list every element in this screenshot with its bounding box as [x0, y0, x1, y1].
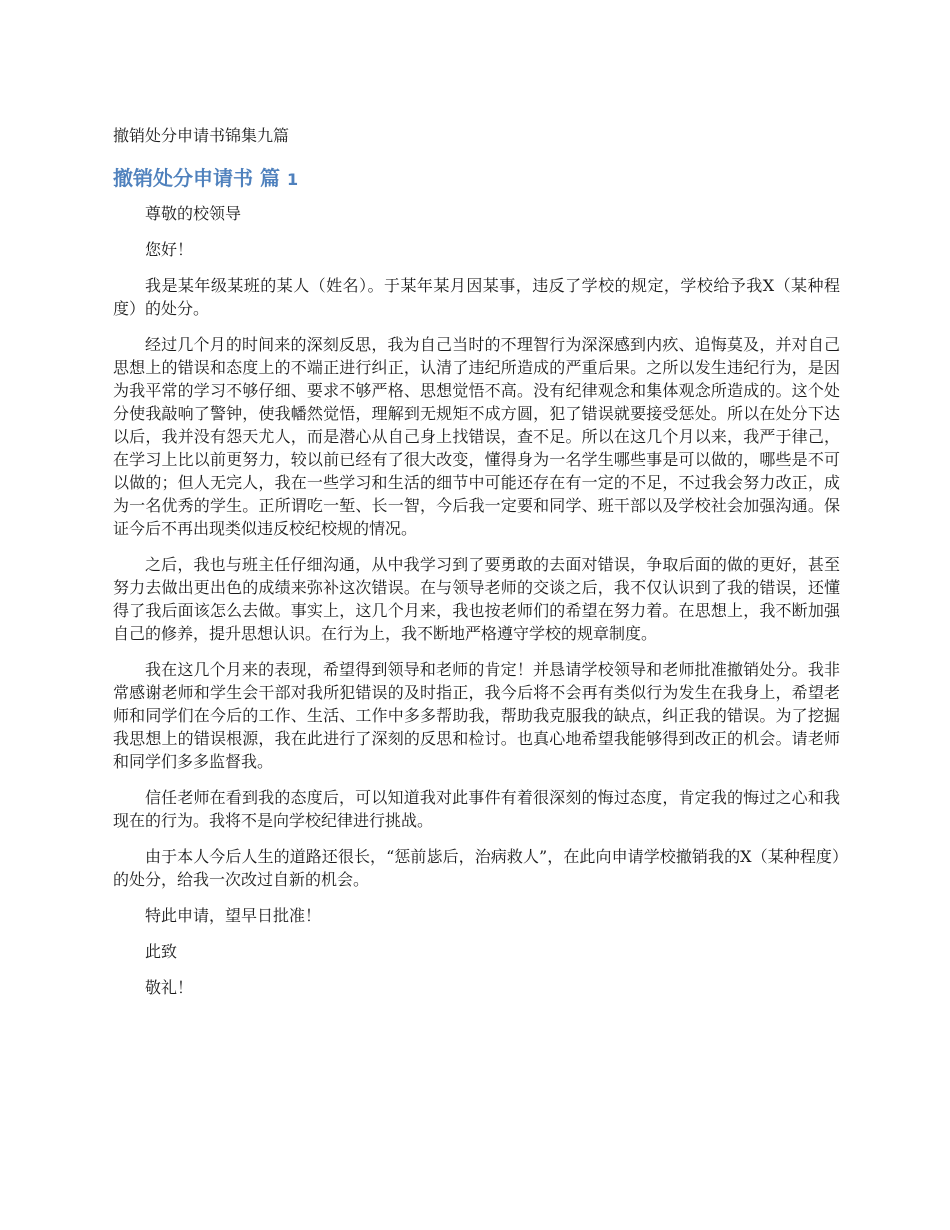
section-heading: [113, 163, 298, 195]
closing-request: 特此申请，望早日批准！: [145, 906, 322, 925]
closing-salute: 此致: [145, 942, 178, 961]
salutation: 尊敬的校领导: [145, 204, 242, 223]
body-paragraph: 我是某年级某班的某人（姓名）。于某年某月因某事，违反了学校的规定，学校给予我X（某种程度）的处分。: [113, 276, 840, 318]
body-paragraph: 我在这几个月来的表现，希望得到领导和老师的肯定！并恳请学校领导和老师批准撤销处分。我非常感谢老师和学生会干部对我所犯错误的及时指正，我今后将不会再有类似行为发生在我身上，希望老师和同学们在今后的工作、生活、工作中多多帮助我，帮助我克服我的缺点，纠正我的错误。为了挖掘我思想上的错误根源，我在此进行了深刻的反思和检讨。也真心地希望我能够得到改正的机会。请老师和同学们多多监督我。: [113, 660, 840, 771]
body-paragraph: 之后，我也与班主任仔细沟通，从中我学习到了要勇敢的去面对错误，争取后面的做的更好，甚至努力去做出更出色的成绩来弥补这次错误。在与领导老师的交谈之后，我不仅认识到了我的错误，还懂得了我后面该怎么去做。事实上，这几个月来，我也按老师们的希望在努力着。在思想上，我不断加强自己的修养，提升思想认识。在行为上，我不断地严格遵守学校的规章制度。: [113, 555, 840, 643]
body-paragraph: 信任老师在看到我的态度后，可以知道我对此事件有着很深刻的悔过态度，肯定我的悔过之心和我现在的行为。我将不是向学校纪律进行挑战。: [113, 788, 840, 830]
body-paragraph: 由于本人今后人生的道路还很长，“惩前毖后，治病救人”，在此向申请学校撤销我的X（某种程度）的处分，给我一次改过自新的机会。: [113, 847, 840, 889]
section-heading-text: 撤销处分申请书 篇: [113, 166, 280, 190]
greeting: 您好！: [145, 240, 194, 259]
document-title: 撤销处分申请书锦集九篇: [113, 126, 290, 145]
closing-regards: 敬礼！: [145, 978, 194, 997]
body-paragraph: 经过几个月的时间来的深刻反思，我为自己当时的不理智行为深深感到内疚、追悔莫及，并对自己思想上的错误和态度上的不端正进行纠正，认清了违纪所造成的严重后果。之所以发生违纪行为，是因为我平常的学习不够仔细、要求不够严格、思想觉悟不高。没有纪律观念和集体观念所造成的。这个处分使我敲响了警钟，使我幡然觉悟，理解到无规矩不成方圆，犯了错误就要接受惩处。所以在处分下达以后，我并没有怨天尤人，而是潜心从自己身上找错误，查不足。所以在这几个月以来，我严于律己，在学习上比以前更努力，较以前已经有了很大改变，懂得身为一名学生哪些事是可以做的，哪些是不可以做的；但人无完人，我在一些学习和生活的细节中可能还存在有一定的不足，不过我会努力改正，成为一名优秀的学生。正所谓吃一堑、长一智，今后我一定要和同学、班干部以及学校社会加强沟通。保证今后不再出现类似违反校纪校规的情况。: [113, 335, 840, 538]
letter-body: [113, 202, 840, 1012]
section-heading-number: 1: [286, 170, 299, 189]
